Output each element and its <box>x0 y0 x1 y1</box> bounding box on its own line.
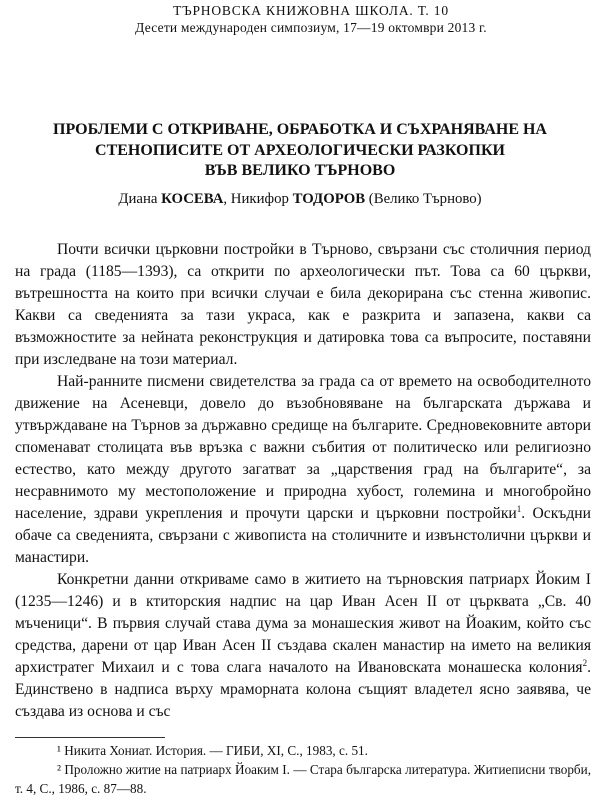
paragraph-3-text-a: Конкретни данни откриваме само в житието на търновския патриарх Йоким I (1235—1246) и в ктиторския надпис на цар Иван Асен II от църквата „Св. 40 мъченици“. В първия случай става дума за монашеския живот на Йоаким, който със средства, дарени от цар Иван Асен II създава скален манастир на името на великия архистратег Михаил и с това слага началото на Ивановската монашеска колония <box>15 571 591 676</box>
paragraph-1: Почти всички църковни постройки в Търново, свързани със столичния период на града (1185—1393), са открити по археологически път. Това са 60 църкви, вътрешността на които при всички случаи е била декорирана със стенна живопис. Какви са сведенията за тази украса, как е разкрита и запазена, какви са възможностите за нейната реконструкция и датировка това са въпросите, поставяни при изследване на този материал. <box>15 241 591 368</box>
paragraph-2-text-b: . Оскъдни обаче са сведенията, свързани с живописта на столичните и извънстолични църкви и манастири. <box>15 505 591 566</box>
author1-given-name: Диана <box>118 191 158 207</box>
title-line-1: ПРОБЛЕМИ С ОТКРИВАНЕ, ОБРАБОТКА И СЪХРАНЯВАНЕ НА <box>53 121 547 138</box>
author-affiliation: (Велико Търново) <box>368 191 482 207</box>
article-body <box>15 239 591 723</box>
paragraph-3 <box>15 569 591 723</box>
author-line: Диана КОСЕВА, Никифор ТОДОРОВ (Велико Търново) <box>118 191 482 207</box>
series-title: ТЪРНОВСКА КНИЖОВНА ШКОЛА. Т. 10 <box>173 3 449 18</box>
article-title <box>20 120 580 182</box>
author2-given-name: Никифор <box>230 191 289 207</box>
paragraph-2-text-a: Най-ранните писмени свидетелства за града са от времето на освободителното движение на Асеневци, довело до възобновяване на българската държава и утвърждаване на Търнов за държавно средище на българите. Средновековните автори споменават столицата във връзка с важни събития от политическо или религиозно естество, като между другото загатват за „царствения град на българите“, за несравнимото му местоположение и природна хубост, големина и многобройно население, здрави укрепления и прочути царски и църковни постройки <box>15 373 591 522</box>
paragraph-2 <box>15 371 591 569</box>
title-line-2: СТЕНОПИСИТЕ ОТ АРХЕОЛОГИЧЕСКИ РАЗКОПКИ <box>95 141 505 159</box>
title-line-3: ВЪВ ВЕЛИКО ТЪРНОВО <box>204 162 396 179</box>
paragraph-3-text-b: . Единствено в надписа върху мраморната колона същият владетел ясно заявява, че създава из основа и със <box>15 659 591 720</box>
symposium-line: Десети международен симпозиум, 17—19 октомври 2013 г. <box>135 20 487 35</box>
footnote-divider <box>15 737 165 738</box>
author1-family-name: КОСЕВА <box>161 191 224 207</box>
running-header <box>40 2 582 36</box>
footnote-1: ¹ Никита Хониат. История. — ГИБИ, XI, С., 1983, с. 51. <box>57 743 368 758</box>
footnote-ref-1[interactable]: 1 <box>516 503 522 514</box>
footnote-2: ² Проложно житие на патриарх Йоаким I. — Стара българска литература. Житиеписни творби, т. 4, С., 1986, с. 87—88. <box>15 762 591 796</box>
author2-family-name: ТОДОРОВ <box>292 191 366 207</box>
footnotes <box>15 741 591 798</box>
footnote-ref-2[interactable]: 2 <box>582 657 588 668</box>
